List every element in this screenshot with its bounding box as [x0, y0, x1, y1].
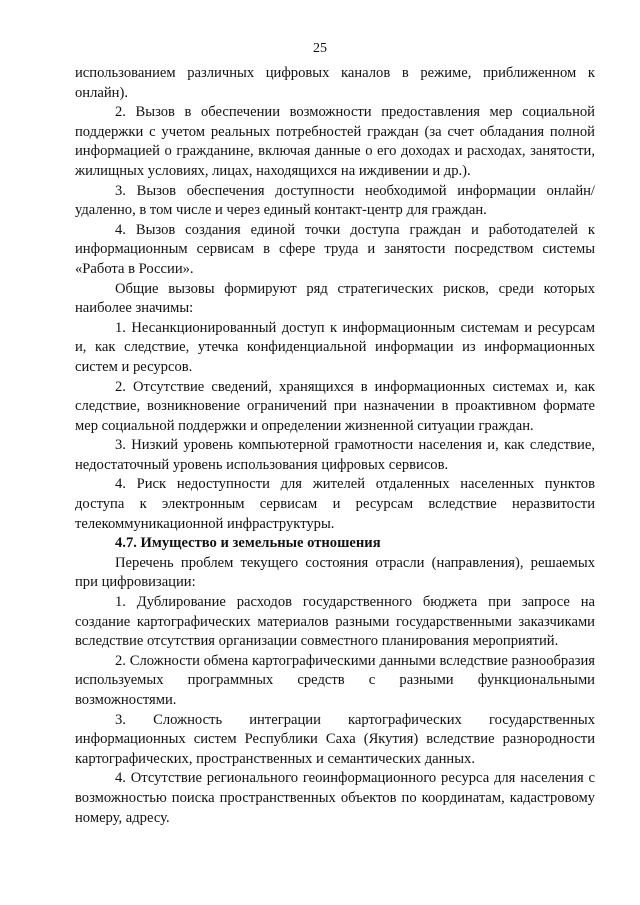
- challenge-item: 3. Вызов обеспечения доступности необходимой информации онлайн/удаленно, в том числе и через единый контакт-центр для граждан.: [75, 182, 595, 219]
- paragraph-continuation: использованием различных цифровых каналов в режиме, приближенном к онлайн).: [75, 65, 595, 101]
- challenge-item: 2. Вызов в обеспечении возможности предоставления мер социальной поддержки с учетом реальных потребностей граждан (за счет обладания полной информацией о гражданине, включая данные о его доходах и расходах, занятости, жилищных условиях, лицах, находящихся на иждивении и др.).: [75, 104, 595, 179]
- risk-item: 4. Риск недоступности для жителей отдаленных населенных пунктов доступа к электронным сервисам и ресурсам вследствие неразвитости телекоммуникационной инфраструктуры.: [75, 476, 595, 532]
- problem-item: 1. Дублирование расходов государственного бюджета при запросе на создание картографических материалов разными государственными заказчиками вследствие отсутствия организации совместного планирования мероприятий.: [75, 594, 595, 650]
- risks-intro: Общие вызовы формируют ряд стратегических рисков, среди которых наиболее значимы:: [75, 280, 595, 317]
- problem-item: 4. Отсутствие регионального геоинформационного ресурса для населения с возможностью поиска пространственных объектов по координатам, кадастровому номеру, адресу.: [75, 770, 595, 826]
- challenge-item: 4. Вызов создания единой точки доступа граждан и работодателей к информационным сервисам в сфере труда и занятости посредством системы «Работа в России».: [75, 221, 595, 277]
- page-content: [75, 64, 595, 828]
- problems-intro: Перечень проблем текущего состояния отрасли (направления), решаемых при цифровизации:: [75, 554, 595, 591]
- section-heading: 4.7. Имущество и земельные отношения: [115, 535, 381, 552]
- problem-item: 3. Сложность интеграции картографических государственных информационных систем Республики Саха (Якутия) вследствие разнородности картографических, пространственных и семантических данных.: [75, 711, 595, 767]
- risk-item: 3. Низкий уровень компьютерной грамотности населения и, как следствие, недостаточный уровень использования цифровых сервисов.: [75, 437, 595, 473]
- risk-item: 2. Отсутствие сведений, хранящихся в информационных системах и, как следствие, возникновение ограничений при назначении в проактивном формате мер социальной поддержки и определении жизненной ситуации граждан.: [75, 378, 595, 434]
- page-number: 25: [313, 41, 327, 56]
- problem-item: 2. Сложности обмена картографическими данными вследствие разнообразия используемых программных средств с разными функциональными возможностями.: [75, 652, 595, 708]
- risk-item: 1. Несанкционированный доступ к информационным системам и ресурсам и, как следствие, утечка конфиденциальной информации из информационных систем и ресурсов.: [75, 319, 595, 375]
